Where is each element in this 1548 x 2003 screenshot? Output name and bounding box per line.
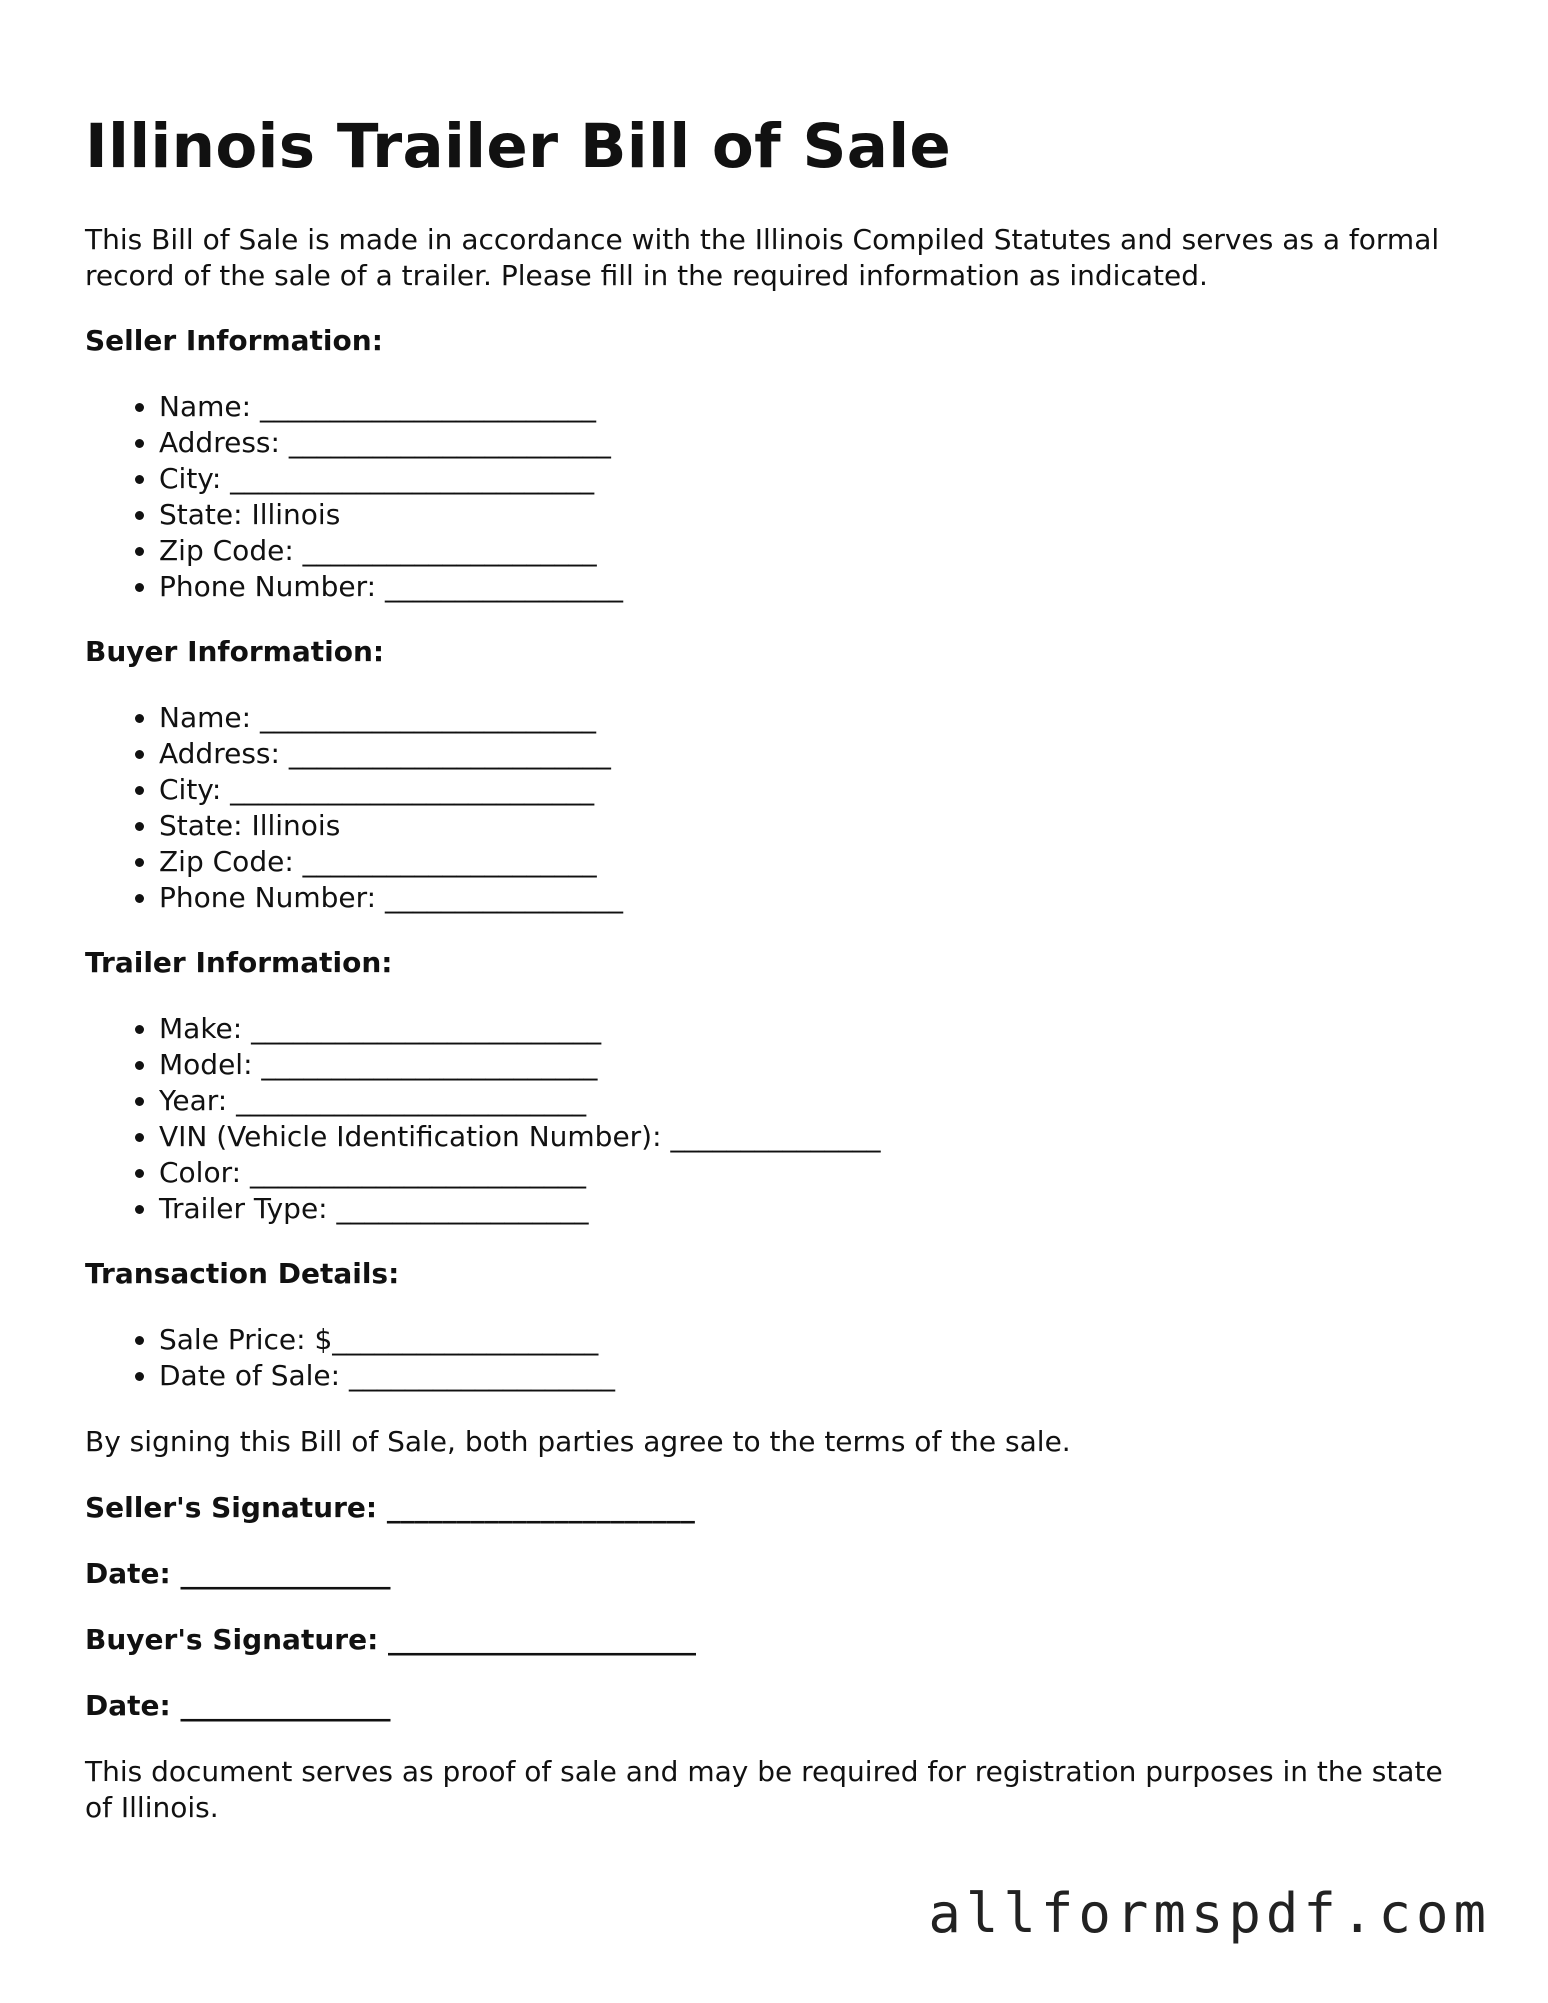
trailer-make-field: • Make: _________________________ — [159, 1011, 1465, 1047]
intro-paragraph: This Bill of Sale is made in accordance with the Illinois Compiled Statutes and serves as a formal record of the sale of a trailer. Please fill in the required information as indicated. — [85, 223, 1440, 292]
trailer-type-field: • Trailer Type: __________________ — [159, 1191, 1465, 1227]
seller-zip-field: • Zip Code: _____________________ — [159, 533, 1465, 569]
trailer-section-heading: Trailer Information: — [85, 946, 393, 979]
trailer-color-field: • Color: ________________________ — [159, 1155, 1465, 1191]
trailer-vin-field: • VIN (Vehicle Identification Number): _______________ — [159, 1119, 1465, 1155]
seller-city-field: • City: __________________________ — [159, 461, 1465, 497]
seller-name-field: • Name: ________________________ — [159, 389, 1465, 425]
buyer-state-field: • State: Illinois — [159, 808, 1465, 844]
trailer-model-field: • Model: ________________________ — [159, 1047, 1465, 1083]
trailer-year-field: • Year: _________________________ — [159, 1083, 1465, 1119]
seller-state-field: • State: Illinois — [159, 497, 1465, 533]
seller-date-line: Date: _______________ — [85, 1557, 391, 1590]
document-title: Illinois Trailer Bill of Sale — [85, 111, 952, 182]
buyer-phone-field: • Phone Number: _________________ — [159, 880, 1465, 916]
seller-address-field: • Address: _______________________ — [159, 425, 1465, 461]
buyer-date-line: Date: _______________ — [85, 1689, 391, 1722]
buyer-fields-list — [85, 700, 1465, 916]
seller-section-heading: Seller Information: — [85, 324, 383, 357]
trailer-fields-list — [85, 1011, 1465, 1227]
closing-statement: This document serves as proof of sale and may be required for registration purposes in the state of Illinois. — [85, 1755, 1443, 1824]
sale-price-field: • Sale Price: $___________________ — [159, 1322, 1465, 1358]
buyer-city-field: • City: __________________________ — [159, 772, 1465, 808]
agreement-statement: By signing this Bill of Sale, both parties agree to the terms of the sale. — [85, 1425, 1071, 1458]
buyer-name-field: • Name: ________________________ — [159, 700, 1465, 736]
transaction-section-heading: Transaction Details: — [85, 1257, 400, 1290]
buyer-signature-line: Buyer's Signature: ______________________ — [85, 1623, 697, 1656]
buyer-address-field: • Address: _______________________ — [159, 736, 1465, 772]
document-page — [85, 108, 1465, 1826]
transaction-fields-list — [85, 1322, 1465, 1394]
seller-signature-line: Seller's Signature: ______________________ — [85, 1491, 695, 1524]
buyer-zip-field: • Zip Code: _____________________ — [159, 844, 1465, 880]
site-watermark: allformspdf.com — [928, 1882, 1491, 1945]
seller-phone-field: • Phone Number: _________________ — [159, 569, 1465, 605]
date-of-sale-field: • Date of Sale: ___________________ — [159, 1358, 1465, 1394]
buyer-section-heading: Buyer Information: — [85, 635, 385, 668]
seller-fields-list — [85, 389, 1465, 605]
